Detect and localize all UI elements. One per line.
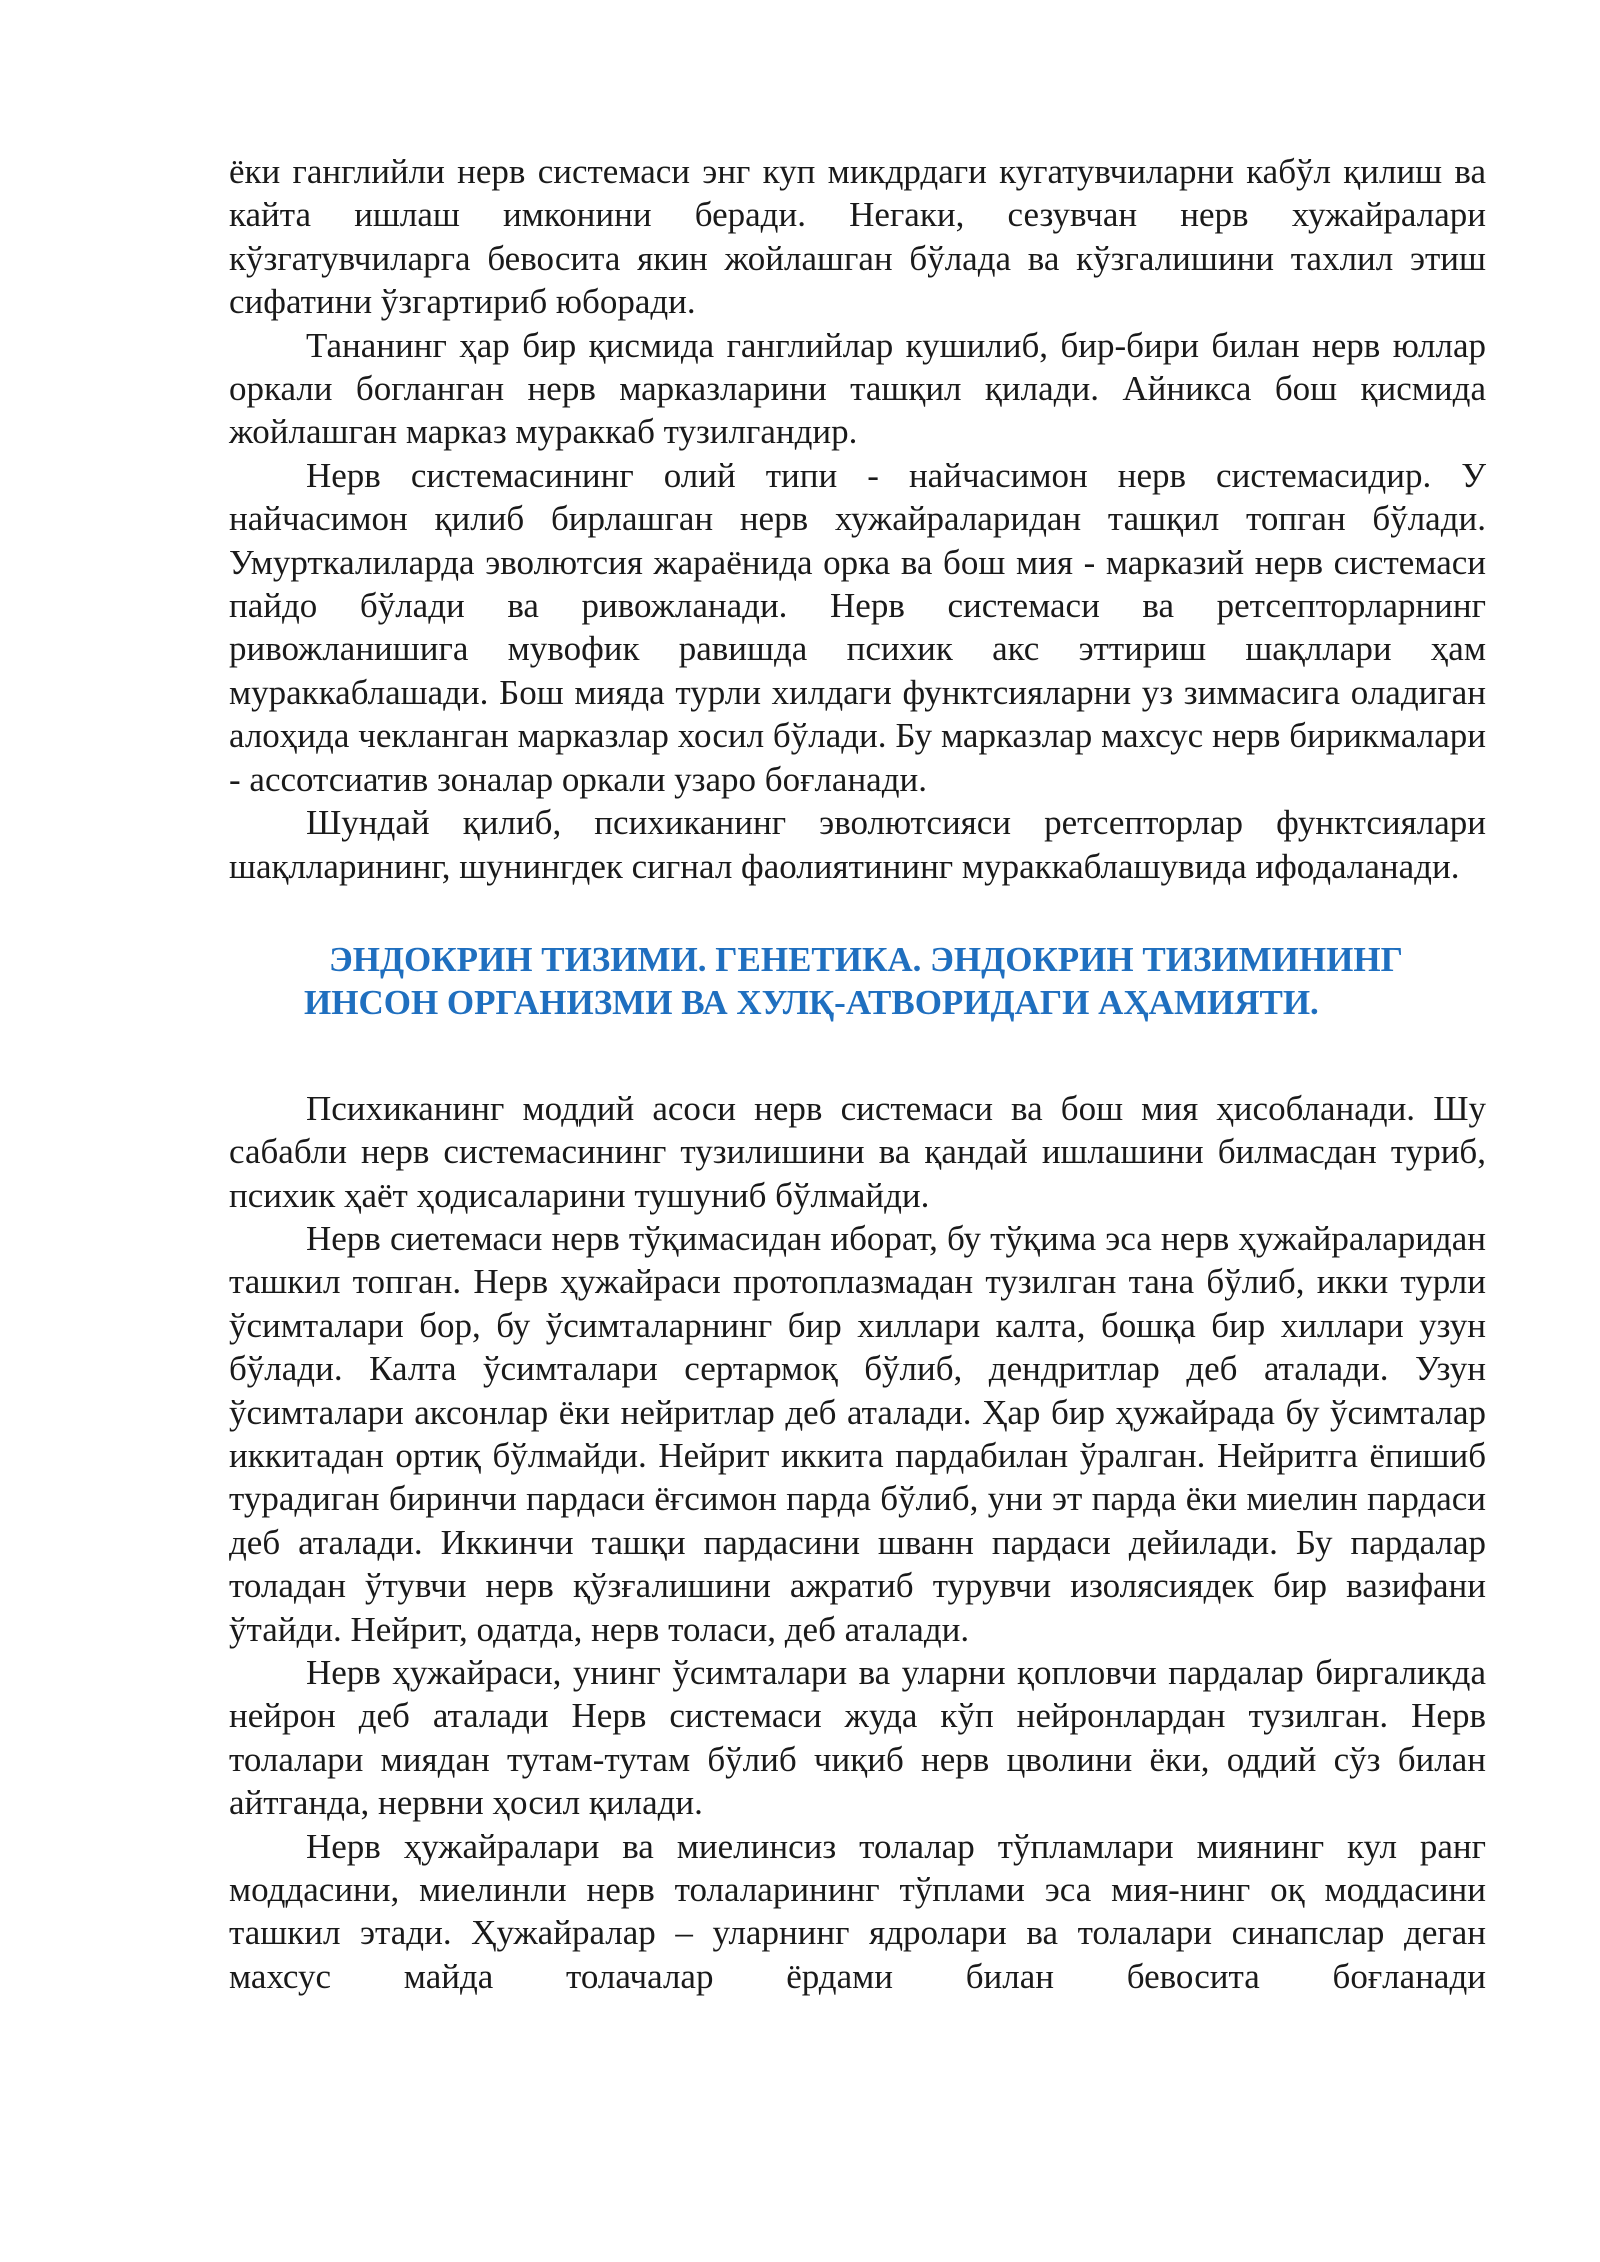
section-heading-line-2: ИНСОН ОРГАНИЗМИ ВА ХУЛҚ-АТВОРИДАГИ АҲАМИЯТИ. [304,983,1319,1023]
paragraph-1: ёки ганглийли нерв системаси энг куп микдрдаги кугатувчиларни кабўл қилиш ва кайта ишлаш имконини беради. Негаки, сезувчан нерв хужайралари кўзгатувчиларга бевосита якин жойлашган бўлада ва кўзгалишини тахлил этиш сифатини ўзгартириб юборади. [229,152,1486,322]
section-heading-line-1: ЭНДОКРИН ТИЗИМИ. ГЕНЕТИКА. ЭНДОКРИН ТИЗИМИНИНГ [329,939,1403,979]
paragraph-4: Шундай қилиб, психиканинг эволютсияси ретсепторлар функтсиялари шақлларининг, шунингдек сигнал фаолиятининг мураккаблашувида ифодаланади. [229,803,1486,886]
section-heading [229,938,1486,1025]
paragraph-7: Нерв ҳужайраси, унинг ўсимталари ва уларни қопловчи пардалар биргаликда нейрон деб аталади Нерв системаси жуда кўп нейронлардан тузилган. Нерв толалари миядан тутам-тутам бўлиб чиқиб нерв цволини ёки, оддий сўз билан айтганда, нервни ҳосил қилади. [229,1653,1486,1823]
document-page [229,150,1486,1998]
paragraph-5: Психиканинг моддий асоси нерв системаси ва бош мия ҳисобланади. Шу сабабли нерв системасининг тузилишини ва қандай ишлашини билмасдан туриб, психик ҳаёт ҳодисаларини тушуниб бўлмайди. [229,1088,1486,1215]
paragraph-3: Нерв системасининг олий типи - найчасимон нерв системасидир. У найчасимон қилиб бирлашган нерв хужайраларидан ташқил топган бўлади. Умурткалиларда эволютсия жараёнида орка ва бош мия - марказий нерв системаси пайдо бўлади ва ривожланади. Нерв системаси ва ретсепторларнинг ривожланишига мувофик равишда психик акс эттириш шақллари ҳам мураккаблашади. Бош мияда турли хилдаги функтсияларни уз зиммасига оладиган алоҳида чекланган марказлар хосил бўлади. Бу марказлар махсус нерв бирикмалари - ассотсиатив зоналар оркали узаро боғланади. [229,455,1486,799]
paragraph-8: Нерв ҳужайралари ва миелинсиз толалар тўпламлари миянинг кул ранг моддасини, миелинли нерв толаларининг тўплами эса мия-нинг оқ моддасини ташкил этади. Ҳужайралар – уларнинг ядролари ва толалари синапслар деган махсус майда толачалар ёрдами билан бевосита боғланади [229,1826,1486,1996]
paragraph-6: Нерв сиетемаси нерв тўқимасидан иборат, бу тўқима эса нерв ҳужайраларидан ташкил топган. Нерв ҳужайраси протоплазмадан тузилган тана бўлиб, икки турли ўсимталари бор, бу ўсимталарнинг бир хиллари калта, бошқа бир хиллари узун бўлади. Калта ўсимталари сертармоқ бўлиб, дендритлар деб аталади. Узун ўсимталари аксонлар ёки нейритлар деб аталади. Ҳар бир ҳужайрада бу ўсимталар иккитадан ортиқ бўлмайди. Нейрит иккита пардабилан ўралган. Нейритга ёпишиб турадиган биринчи пардаси ёғсимон парда бўлиб, уни эт парда ёки миелин пардаси деб аталади. Иккинчи ташқи пардасини шванн пардаси дейилади. Бу пардалар толадан ўтувчи нерв қўзғалишини ажратиб турувчи изолясиядек бир вазифани ўтайди. Нейрит, одатда, нерв толаси, деб аталади. [229,1218,1486,1649]
paragraph-2: Тананинг ҳар бир қисмида ганглийлар кушилиб, бир-бири билан нерв юллар оркали богланган нерв марказларини ташқил қилади. Айникса бош қисмида жойлашган марказ мураккаб тузилгандир. [229,325,1486,452]
